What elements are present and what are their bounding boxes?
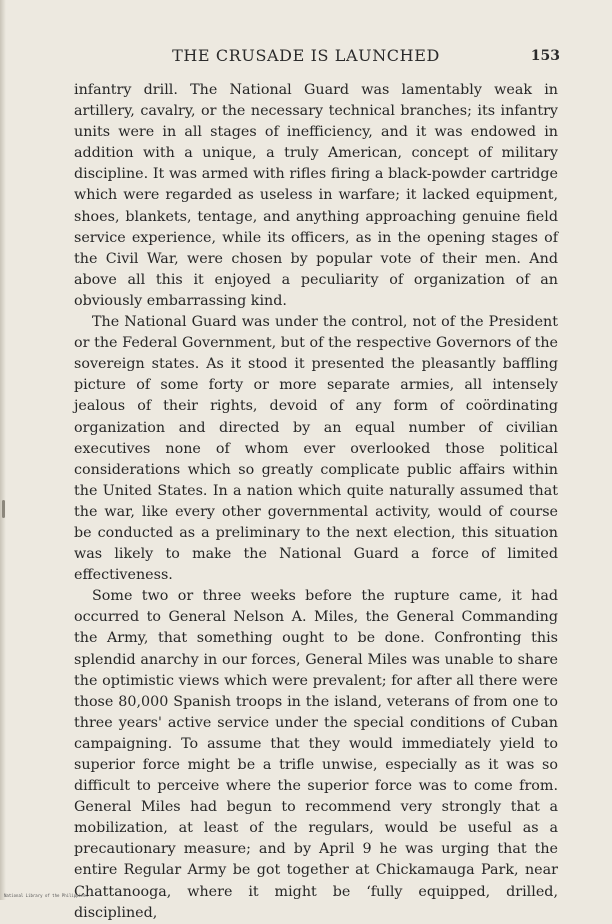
page-number: 153 (530, 48, 560, 64)
paragraph-1: infantry drill. The National Guard was lamentably weak in artillery, cavalry, or the necessary technical branches; its infantry units were in all stages of inefficiency, and it was endowed in addition with a unique, a truly American, concept of military discipline. It was armed with rifles firing a black-powder cartridge which were regarded as useless in warfare; it lacked equipment, shoes, blankets, tentage, and anything approaching genuine field service experience, while its officers, as in the opening stages of the Civil War, were chosen by popular vote of their men. And above all this it enjoyed a peculiarity of organization of an obviously embarrassing kind. (74, 82, 558, 309)
library-stamp: National Library of the Philippines (4, 893, 89, 898)
body-text (74, 80, 558, 924)
paragraph-2: The National Guard was under the control, not of the President or the Federal Government, but of the respective Governors of the sovereign states. As it stood it presented the pleasantly baffling picture of some forty or more separate armies, all intensely jealous of their rights, devoid of any form of coördinating organization and directed by an equal number of civilian executives none of whom ever overlooked those political considerations which so greatly complicate public affairs within the United States. In a nation which quite naturally assumed that the war, like every other governmental activity, would of course be conducted as a preliminary to the next election, this situation was likely to make the National Guard a force of limited effectiveness. (74, 314, 558, 584)
running-title: THE CRUSADE IS LAUNCHED (172, 46, 440, 65)
page-edge-mark (2, 500, 5, 518)
running-head (0, 46, 612, 70)
paragraph-3: Some two or three weeks before the rupture came, it had occurred to General Nelson A. Miles, the General Commanding the Army, that something ought to be done. Confronting this splendid anarchy in our forces, General Miles was unable to share the optimistic views which were prevalent; for after all there were those 80,000 Spanish troops in the island, veterans of from one to three years' active service under the special conditions of Cuban campaigning. To assume that they would immediately yield to superior force might be a trifle unwise, especially as it was so difficult to perceive where the superior force was to come from. General Miles had begun to recommend very strongly that a mobilization, at least of the regulars, would be useful as a precautionary measure; and by April 9 he was urging that the entire Regular Army be got together at Chickamauga Park, near Chattanooga, where it might be ‘fully equipped, drilled, disciplined, (74, 588, 558, 921)
page-gutter-edge (0, 0, 6, 900)
